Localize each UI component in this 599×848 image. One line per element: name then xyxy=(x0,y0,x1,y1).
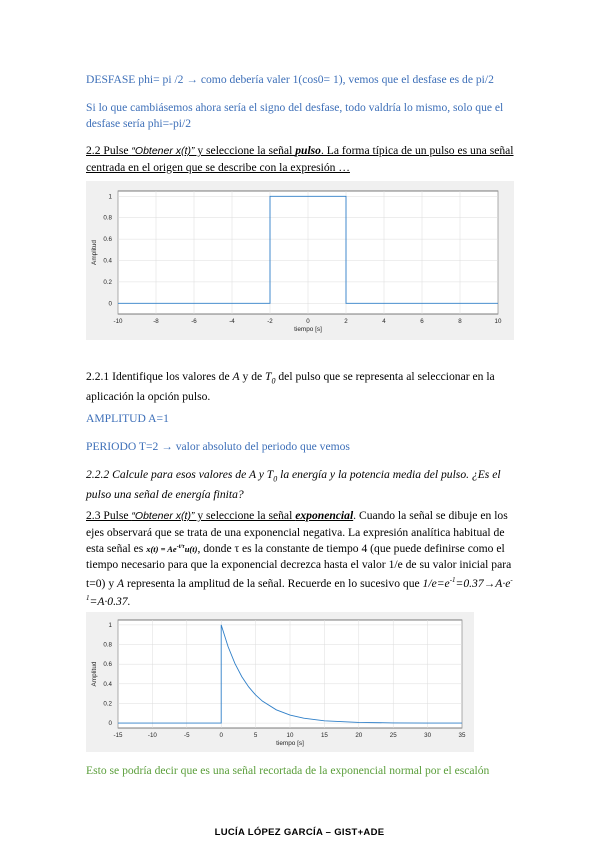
exponential-figure xyxy=(86,612,474,752)
recortada-paragraph: Esto se podría decir que es una señal recortada de la exponencial normal por el escalón xyxy=(86,764,490,777)
y-tick-label: 1 xyxy=(108,621,112,629)
x-tick-label: 4 xyxy=(382,318,386,325)
exponential-formula: $x(t) = Ae^{-t/\tau}u(t)$ xyxy=(146,543,198,554)
y-tick-label: 0.2 xyxy=(103,278,112,286)
x-tick-label: -8 xyxy=(153,318,159,325)
x-axis-label: tiempo [s] xyxy=(294,326,322,333)
pulse-figure xyxy=(86,181,514,340)
y-axis-label: Amplitud xyxy=(91,240,98,265)
x-tick-label: 6 xyxy=(420,318,424,325)
y-tick-label: 0.6 xyxy=(103,661,112,669)
y-axis-label: Amplitud xyxy=(91,661,98,687)
x-tick-label: -15 xyxy=(113,732,123,739)
desfase-paragraph: DESFASE phi= pi /2 → como debería valer 1(cos0= 1), vemos que el desfase es de pi/2 xyxy=(86,73,494,86)
pulse-chart xyxy=(86,181,514,340)
x-tick-label: 25 xyxy=(389,732,397,739)
periodo-paragraph xyxy=(86,439,516,455)
y-tick-label: 0.6 xyxy=(103,236,112,244)
x-tick-label: 2 xyxy=(344,318,348,325)
section-2-3-paragraph: 2.3 Pulse “Obtener x(t)” y seleccione la señal exponencial. Cuando la señal se dibuje en los ejes observará que se trata de una exponencial negativa. La expresión analítica habitual de esta señal es $x(t) = Ae^{-t/\tau}u(t)$, donde τ es la constante de tiempo 4 (que puede definirse como el tiempo necesario para que la exponencial decrezca hasta el valor 1/e de su valor inicial para t=0) y A representa la amplitud de la señal. Recuerde en lo sucesivo que $1/e=e^{-1}=0.37\to A\cdot e^{-1}=A\cdot 0.37$. xyxy=(86,509,513,609)
section-2-2-2-paragraph: 2.2.2 Calcule para esos valores de A y $T_0$ la energía y la potencia media del pulso. ¿Es el pulso una señal de energía finita? xyxy=(86,468,501,501)
y-tick-label: 1 xyxy=(108,193,112,201)
x-tick-label: 15 xyxy=(320,732,328,739)
x-tick-label: 0 xyxy=(306,318,310,325)
y-tick-label: 0.8 xyxy=(103,641,112,649)
x-tick-label: -6 xyxy=(191,318,197,325)
x-tick-label: -10 xyxy=(113,318,123,325)
exponential-chart xyxy=(86,612,474,752)
section-2-2-1-paragraph: 2.2.1 Identifique los valores de A y de $T_0$ del pulso que se representa al seleccionar en la aplicación la opción pulso. xyxy=(86,370,495,403)
x-tick-label: 10 xyxy=(494,318,502,325)
s22-prefix: 2.2 Pulse “Obtener x(t)” y seleccione la señal pulso. La forma típica de un pulso es una señal centrada en el origen que se describe con la expresión … xyxy=(86,144,514,174)
amplitud-paragraph: AMPLITUD A=1 xyxy=(86,412,169,425)
x-axis-label: tiempo [s] xyxy=(276,740,304,747)
y-tick-label: 0.8 xyxy=(103,214,112,222)
y-tick-label: 0.4 xyxy=(103,680,112,688)
x-tick-label: 8 xyxy=(458,318,462,325)
x-tick-label: 30 xyxy=(424,732,432,739)
periodo-blue: PERIODO T=2 → valor absoluto del periodo que vemos xyxy=(86,440,350,453)
y-tick-label: 0 xyxy=(108,720,112,728)
x-tick-label: -10 xyxy=(147,732,157,739)
x-tick-label: -5 xyxy=(184,732,190,739)
x-tick-label: -4 xyxy=(229,318,235,325)
x-tick-label: 0 xyxy=(219,732,223,739)
signo-paragraph: Si lo que cambiásemos ahora sería el signo del desfase, todo valdría lo mismo, solo que el desfase sería phi=-pi/2 xyxy=(86,101,504,130)
x-tick-label: -2 xyxy=(267,318,273,325)
x-tick-label: 20 xyxy=(355,732,363,739)
y-tick-label: 0 xyxy=(108,300,112,308)
footer-author: LUCÍA LÓPEZ GARCÍA – GIST+ADE xyxy=(214,827,385,838)
x-tick-label: 5 xyxy=(253,732,258,739)
section-2-2-paragraph xyxy=(86,143,516,175)
x-tick-label: 35 xyxy=(458,732,466,739)
y-tick-label: 0.4 xyxy=(103,257,112,265)
y-tick-label: 0.2 xyxy=(103,700,112,708)
x-tick-label: 10 xyxy=(286,732,294,739)
